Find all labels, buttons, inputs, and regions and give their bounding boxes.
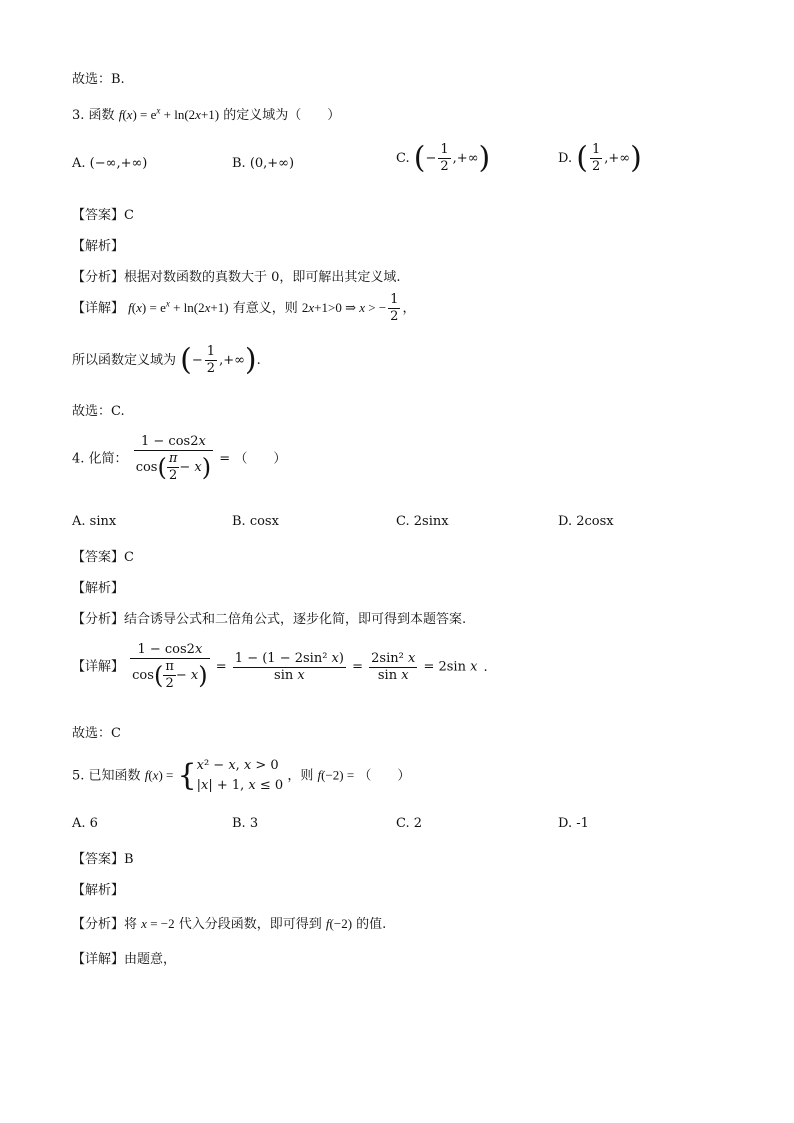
q5-analysis-label: 【解析】 [72, 883, 125, 898]
q3-fenxi: 【分析】根据对数函数的真数大于 0，即可解出其定义域. [72, 270, 401, 285]
q3-prefix: 3. 函数 [72, 108, 115, 123]
q5-option-d: D. -1 [558, 816, 589, 831]
q4-option-c: C. 2sinx [396, 514, 449, 529]
q4-expression: 1 − cos2x cos( $\frac{\pi}{2}$ − x) [135, 434, 212, 483]
q5-option-a: A. 6 [72, 816, 98, 831]
q3-option-d: D. ( $\frac{1}{2}$ ,+∞) [558, 140, 642, 176]
question-5: 5. 已知函数 f(x) = { x² − x, x > 0 |x| + 1, x ≤ 0 ，则 f(−2) = （ ） [72, 756, 410, 796]
q3-option-b: B. (0,+∞) [232, 156, 295, 171]
q3-suffix: 的定义域为（ ） [223, 108, 341, 123]
q5-detail: 【详解】由题意， [72, 952, 177, 967]
q3-answer: 【答案】C [72, 208, 134, 223]
q5-option-c: C. 2 [396, 816, 423, 831]
question-3 [72, 104, 340, 123]
q4-option-a: A. sinx [72, 514, 117, 529]
q3-option-c: C. (− $\frac{1}{2}$ ,+∞) [396, 140, 491, 176]
question-4: 4. 化简： 1 − cos2x cos( $\frac{\pi}{2}$ − x) = （ ） [72, 434, 287, 483]
q3-function: $f(x) = e^x + \ln(2x+1)$ [118, 105, 220, 122]
q4-conclusion: 故选：C [72, 726, 121, 741]
q4-option-d: D. 2cosx [558, 514, 614, 529]
q3-analysis-label: 【解析】 [72, 239, 125, 254]
q4-fenxi: 【分析】结合诱导公式和二倍角公式，逐步化简，即可得到本题答案. [72, 612, 467, 627]
q5-piecewise: x² − x, x > 0 |x| + 1, x ≤ 0 [196, 758, 284, 793]
q5-answer: 【答案】B [72, 852, 134, 867]
q5-fenxi: 【分析】将 x = −2 代入分段函数，即可得到 f(−2) 的值. [72, 916, 387, 932]
q4-answer: 【答案】C [72, 550, 134, 565]
q3-option-a: A. (−∞,+∞) [72, 156, 148, 171]
q4-detail: 【详解】 1 − cos2x cos( $\frac{\pi}{2}$ − x) = $\frac{\text{1 − (1 − 2sin² x)}}{\text{sin x}}$ = $\frac{\text{2sin² x}}{\text{sin x}}$ = 2sin x . [72, 642, 488, 691]
q4-option-b: B. cosx [232, 514, 279, 529]
prev-conclusion: 故选：B. [72, 72, 125, 87]
q3-domain: 所以函数定义域为 (− $\frac{1}{2}$ ,+∞). [72, 342, 261, 378]
q3-conclusion: 故选：C. [72, 404, 125, 419]
q3-detail: 【详解】 $f(x) = e^x + \ln(2x+1)$ 有意义，则 2x+1>0 ⇒ x > − $\frac{1}{2}$ ， [72, 292, 416, 324]
q5-option-b: B. 3 [232, 816, 259, 831]
q4-analysis-label: 【解析】 [72, 581, 125, 596]
